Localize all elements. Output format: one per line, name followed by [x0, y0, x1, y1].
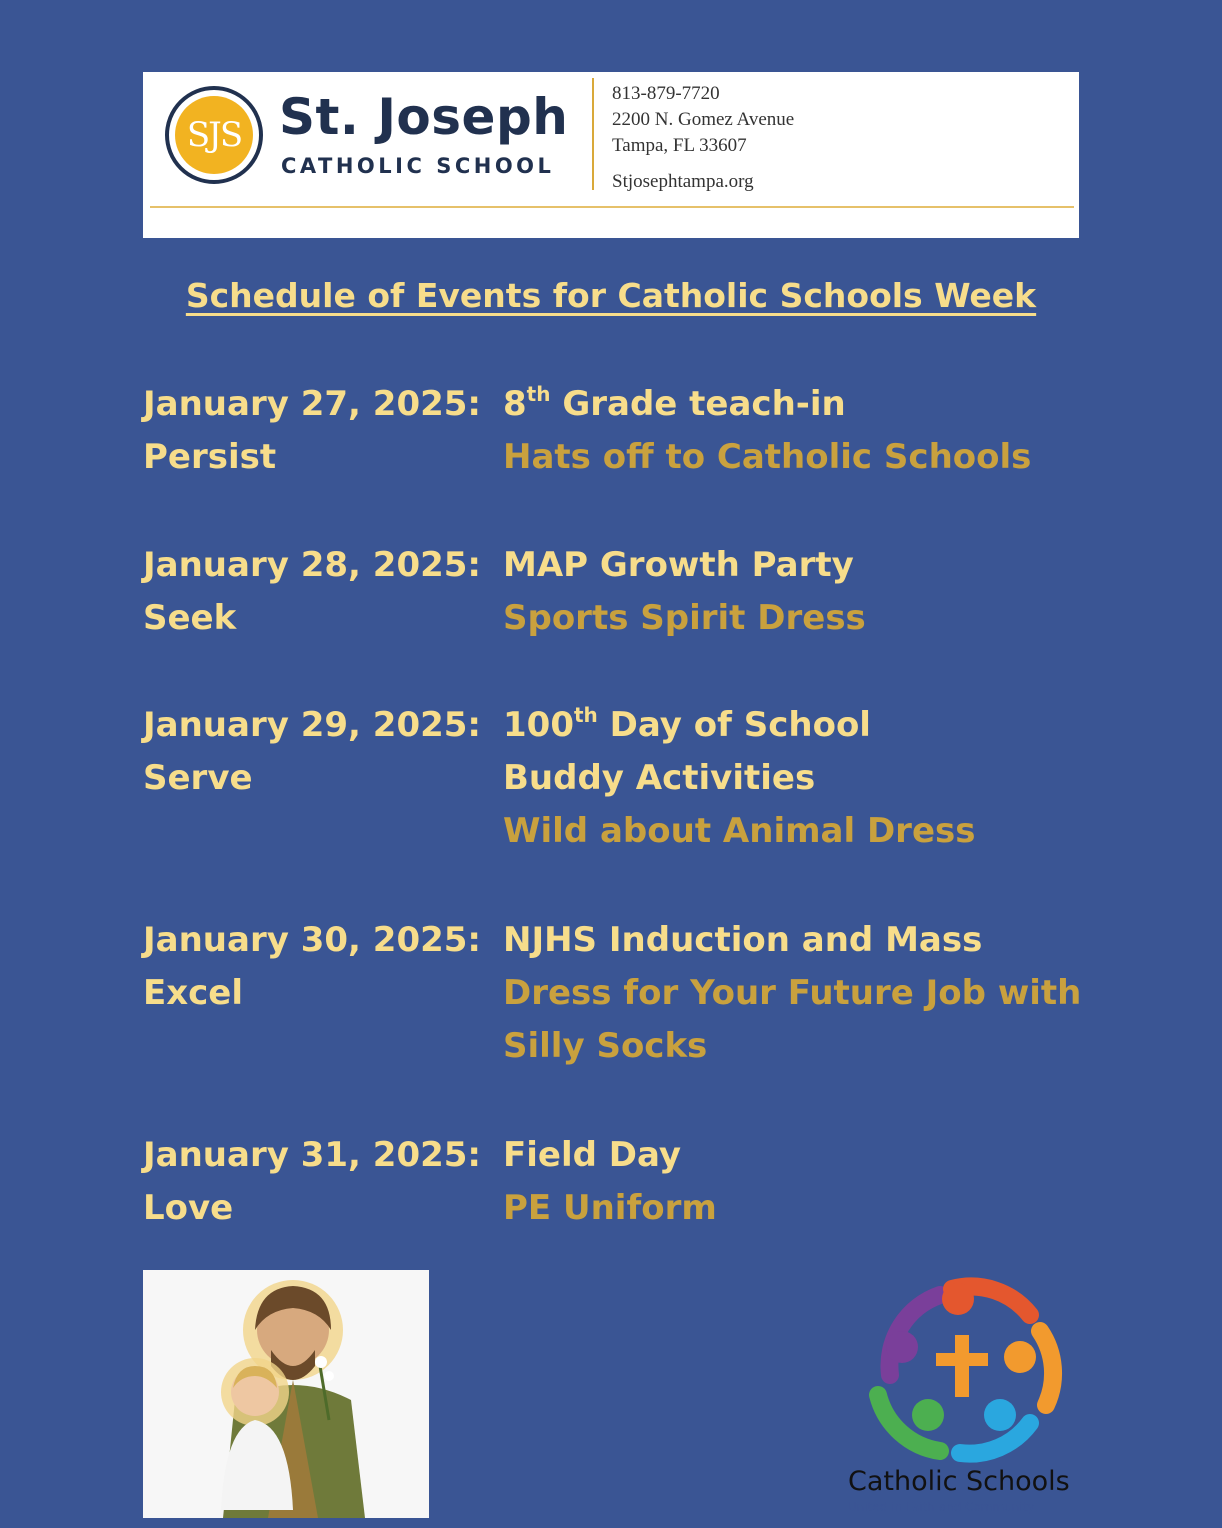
activity-text-rest: Day of School: [597, 705, 871, 745]
activity-text: 100: [503, 705, 574, 745]
activity-text: Hats off to Catholic Schools: [503, 437, 1032, 477]
activity-text: Silly Socks: [503, 1026, 708, 1066]
contact-website: Stjosephtampa.org: [612, 171, 754, 192]
logo-tagline: United in Faith and Community: [848, 1500, 1035, 1514]
school-subtitle: CATHOLIC SCHOOL: [281, 154, 555, 178]
activity-text: NJHS Induction and Mass: [503, 920, 983, 960]
event-activity: [503, 973, 1082, 1013]
school-seal-icon: [165, 86, 263, 184]
event-activity: [503, 703, 871, 745]
ordinal-suffix: th: [526, 382, 551, 406]
event-activity: [503, 545, 854, 585]
event-activity: [503, 437, 1032, 477]
activity-text: Wild about Animal Dress: [503, 811, 976, 851]
activity-text: PE Uniform: [503, 1188, 717, 1228]
event-activity: [503, 758, 816, 798]
event-theme: Love: [143, 1188, 234, 1228]
header-divider: [592, 78, 594, 190]
page-title: Schedule of Events for Catholic Schools Week: [185, 276, 1037, 315]
event-activity: [503, 382, 846, 424]
activity-text: Buddy Activities: [503, 758, 816, 798]
contact-phone: 813-879-7720: [612, 83, 720, 104]
event-activity: [503, 1026, 708, 1066]
event-date: January 27, 2025:: [143, 384, 482, 424]
event-date: January 30, 2025:: [143, 920, 482, 960]
event-date: January 28, 2025:: [143, 545, 482, 585]
event-activity: [503, 811, 976, 851]
activity-text: Dress for Your Future Job with: [503, 973, 1082, 1013]
logo-wordmark: Catholic Schools: [848, 1466, 1070, 1497]
contact-street: 2200 N. Gomez Avenue: [612, 109, 795, 130]
activity-text: Field Day: [503, 1135, 682, 1175]
event-activity: [503, 598, 866, 638]
event-theme: Persist: [143, 437, 277, 477]
event-activity: [503, 1188, 717, 1228]
letterhead: [143, 72, 1079, 238]
event-theme: Serve: [143, 758, 253, 798]
event-activity: [503, 1135, 682, 1175]
activity-text: MAP Growth Party: [503, 545, 854, 585]
event-theme: Excel: [143, 973, 244, 1013]
contact-city: Tampa, FL 33607: [612, 135, 747, 156]
catholic-schools-people-icon: [840, 1265, 1090, 1475]
activity-text: Sports Spirit Dress: [503, 598, 866, 638]
seal-monogram: SJS: [175, 96, 253, 174]
header-rule: [150, 206, 1074, 208]
st-joseph-image: [143, 1270, 429, 1518]
event-activity: [503, 920, 983, 960]
event-date: January 31, 2025:: [143, 1135, 482, 1175]
event-theme: Seek: [143, 598, 237, 638]
st-joseph-illustration-icon: [143, 1270, 429, 1518]
activity-text-rest: Grade teach-in: [550, 384, 846, 424]
event-date: January 29, 2025:: [143, 705, 482, 745]
activity-text: 8: [503, 384, 527, 424]
ordinal-suffix: th: [573, 703, 598, 727]
school-name: St. Joseph: [279, 88, 569, 146]
